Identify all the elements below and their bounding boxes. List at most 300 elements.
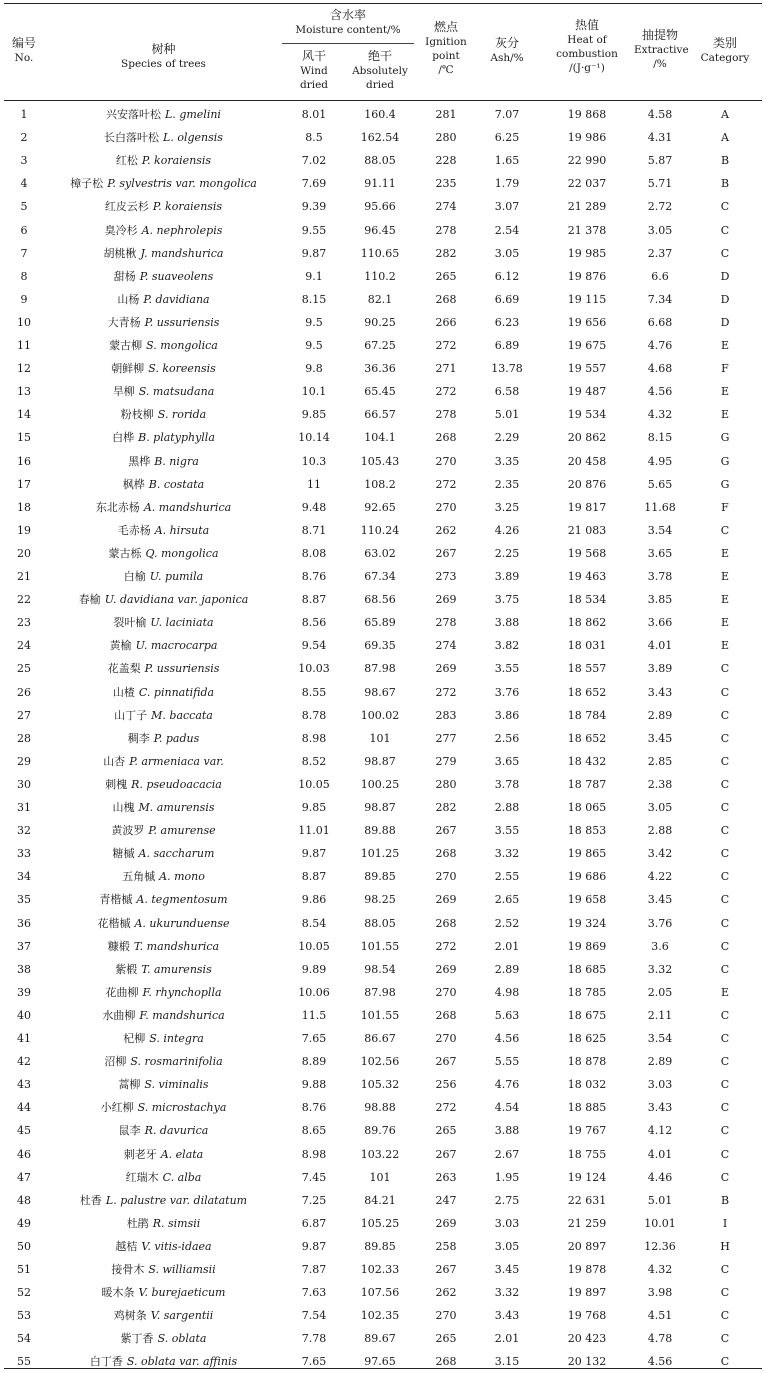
cell-no: 2 <box>20 131 28 145</box>
cell-no: 37 <box>17 939 31 953</box>
cell-no: 50 <box>17 1239 31 1253</box>
species-latin: B. costata <box>148 477 205 491</box>
cell-species <box>46 288 281 311</box>
cell-ignition-point: 282 <box>435 246 457 260</box>
cell-species <box>46 611 281 634</box>
table-row <box>0 1119 766 1142</box>
table-row <box>0 1350 766 1373</box>
cell-species <box>46 126 281 149</box>
cell-heat: 22 037 <box>567 177 607 191</box>
cell-ignition-point: 272 <box>435 939 457 953</box>
cell-category: C <box>720 1008 730 1022</box>
cell-absolutely-dried: 67.34 <box>364 570 396 583</box>
cell-heat: 19 686 <box>567 870 607 884</box>
cell-species <box>46 1350 281 1373</box>
cell-heat: 19 675 <box>567 339 607 352</box>
cell-extractive: 6.68 <box>647 315 673 329</box>
cell-extractive: 4.56 <box>647 385 673 399</box>
species-latin: R. davurica <box>144 1124 209 1138</box>
cell-ash: 2.55 <box>494 870 520 884</box>
species-latin: P. sylvestris var. mongolica <box>107 177 257 191</box>
cell-wind-dried: 9.87 <box>301 1239 327 1253</box>
species-cn: 鼠李 <box>118 1124 141 1138</box>
cell-extractive: 2.89 <box>647 708 673 722</box>
cell-extractive: 4.22 <box>647 870 673 884</box>
cell-heat: 21 259 <box>567 1216 607 1230</box>
species-cn: 山丁子 <box>114 708 148 722</box>
table-row <box>0 126 766 149</box>
cell-wind-dried: 10.03 <box>298 662 330 676</box>
cell-absolutely-dried: 103.22 <box>360 1147 400 1161</box>
cell-no: 20 <box>17 546 31 560</box>
table-row <box>0 219 766 242</box>
table-row <box>0 542 766 565</box>
cell-category: I <box>722 1216 728 1230</box>
cell-species <box>46 796 281 819</box>
cell-ash: 3.45 <box>494 1263 520 1276</box>
cell-heat: 18 432 <box>567 754 607 768</box>
cell-extractive: 3.89 <box>647 662 673 676</box>
species-cn: 山楂 <box>112 685 135 699</box>
cell-ash: 2.56 <box>494 731 520 745</box>
cell-wind-dried: 8.98 <box>301 731 327 745</box>
header-ignition-cn: 燃点 <box>433 20 458 34</box>
species-cn: 花楷槭 <box>97 916 131 930</box>
table-row <box>0 588 766 611</box>
cell-no: 4 <box>20 177 28 191</box>
species-cn: 山槐 <box>112 801 135 814</box>
cell-ash: 7.07 <box>494 108 520 121</box>
species-cn: 红皮云杉 <box>104 200 149 214</box>
cell-wind-dried: 8.56 <box>301 616 327 630</box>
table-row <box>0 819 766 842</box>
cell-extractive: 10.01 <box>644 1216 676 1230</box>
cell-ignition-point: 235 <box>435 177 457 191</box>
cell-no: 11 <box>17 339 31 352</box>
cell-extractive: 11.68 <box>644 500 676 514</box>
header-category <box>694 36 756 65</box>
cell-heat: 22 631 <box>567 1193 607 1207</box>
cell-heat: 19 876 <box>567 269 607 283</box>
header-absolute-en1: Absolutely <box>352 65 408 77</box>
cell-no: 6 <box>20 223 28 237</box>
cell-heat: 18 853 <box>567 824 607 838</box>
cell-absolutely-dried: 101 <box>369 1170 391 1184</box>
cell-no: 54 <box>17 1332 31 1346</box>
cell-category: H <box>720 1239 730 1253</box>
cell-absolutely-dried: 162.54 <box>360 131 400 145</box>
cell-species <box>46 149 281 172</box>
cell-wind-dried: 7.25 <box>301 1193 327 1207</box>
cell-absolutely-dried: 98.88 <box>364 1101 396 1115</box>
cell-wind-dried: 7.69 <box>301 177 327 191</box>
cell-ash: 4.76 <box>494 1078 520 1092</box>
cell-wind-dried: 10.05 <box>298 777 330 791</box>
cell-wind-dried: 8.08 <box>301 546 327 560</box>
cell-no: 53 <box>17 1309 31 1323</box>
cell-species <box>46 450 281 473</box>
species-cn: 蒙古栎 <box>108 546 142 560</box>
cell-ignition-point: 274 <box>435 639 457 653</box>
cell-heat: 18 685 <box>567 962 607 976</box>
cell-wind-dried: 9.86 <box>301 893 327 907</box>
species-cn: 蒙古柳 <box>109 339 143 352</box>
table-row <box>0 981 766 1004</box>
cell-extractive: 4.51 <box>647 1309 673 1323</box>
cell-ignition-point: 272 <box>435 385 457 399</box>
cell-heat: 22 990 <box>567 154 607 168</box>
cell-absolutely-dried: 98.87 <box>364 754 396 768</box>
cell-absolutely-dried: 86.67 <box>364 1032 396 1045</box>
cell-wind-dried: 9.8 <box>305 362 323 376</box>
cell-ash: 3.43 <box>494 1309 520 1323</box>
species-latin: P. suaveolens <box>139 269 214 283</box>
cell-absolutely-dried: 105.25 <box>360 1216 400 1230</box>
cell-heat: 19 658 <box>567 893 607 907</box>
cell-no: 47 <box>17 1170 31 1184</box>
cell-no: 17 <box>17 477 31 491</box>
cell-no: 44 <box>17 1101 31 1115</box>
cell-extractive: 2.85 <box>647 754 673 768</box>
cell-heat: 18 625 <box>567 1032 607 1045</box>
cell-wind-dried: 9.85 <box>301 801 327 814</box>
species-cn: 刺老牙 <box>123 1147 157 1161</box>
cell-species <box>46 750 281 773</box>
cell-species <box>46 1258 281 1281</box>
cell-wind-dried: 9.88 <box>301 1078 327 1092</box>
cell-ash: 3.88 <box>494 616 520 630</box>
header-moisture <box>282 8 414 37</box>
cell-ignition-point: 268 <box>435 292 457 306</box>
cell-wind-dried: 9.1 <box>305 269 323 283</box>
cell-absolutely-dried: 89.67 <box>364 1332 396 1346</box>
header-species-en: Species of trees <box>121 58 206 70</box>
species-cn: 小红柳 <box>100 1101 134 1115</box>
cell-extractive: 4.01 <box>647 639 673 653</box>
cell-heat: 18 065 <box>567 801 607 814</box>
table-row <box>0 681 766 704</box>
cell-category: E <box>720 985 730 999</box>
cell-absolutely-dried: 90.25 <box>364 315 396 329</box>
cell-category: G <box>720 454 730 468</box>
species-latin: T. mandshurica <box>133 939 220 953</box>
species-cn: 春榆 <box>78 593 101 607</box>
cell-ash: 4.56 <box>494 1032 520 1045</box>
cell-extractive: 4.32 <box>647 408 673 422</box>
cell-absolutely-dried: 98.87 <box>364 801 396 814</box>
cell-heat: 19 985 <box>567 246 607 260</box>
cell-category: E <box>720 339 730 352</box>
species-cn: 白丁香 <box>89 1355 123 1369</box>
cell-absolutely-dried: 89.76 <box>364 1124 396 1138</box>
cell-wind-dried: 9.55 <box>301 223 327 237</box>
species-latin: S. oblata var. affinis <box>126 1355 238 1369</box>
cell-ignition-point: 267 <box>435 1147 457 1161</box>
species-latin: C. pinnatifida <box>138 685 215 699</box>
cell-absolutely-dried: 101.25 <box>360 847 400 861</box>
cell-no: 49 <box>17 1216 31 1230</box>
header-heat-en1: Heat of <box>567 34 607 46</box>
cell-absolutely-dried: 101.55 <box>360 939 400 953</box>
header-no-cn: 编号 <box>11 36 36 50</box>
cell-wind-dried: 8.87 <box>301 593 327 607</box>
species-cn: 稠李 <box>127 731 150 745</box>
cell-no: 27 <box>17 708 31 722</box>
cell-species <box>46 1119 281 1142</box>
cell-heat: 20 876 <box>567 477 607 491</box>
cell-ignition-point: 278 <box>435 408 457 422</box>
cell-wind-dried: 9.89 <box>301 962 327 976</box>
cell-heat: 18 784 <box>567 708 607 722</box>
cell-ash: 3.32 <box>494 847 520 861</box>
cell-species <box>46 888 281 911</box>
cell-extractive: 8.15 <box>647 431 673 445</box>
cell-heat: 19 568 <box>567 546 607 560</box>
table-row <box>0 334 766 357</box>
table-row <box>0 935 766 958</box>
cell-no: 18 <box>17 500 31 514</box>
species-cn: 紫丁香 <box>120 1332 154 1346</box>
cell-absolutely-dried: 89.85 <box>364 870 396 884</box>
cell-category: C <box>720 662 730 676</box>
cell-ash: 1.65 <box>494 154 520 168</box>
cell-ash: 5.63 <box>494 1008 520 1022</box>
cell-no: 25 <box>17 662 31 676</box>
cell-extractive: 3.45 <box>647 893 673 907</box>
cell-absolutely-dried: 110.24 <box>360 523 400 537</box>
cell-ash: 6.58 <box>494 385 520 399</box>
cell-category: E <box>720 385 730 399</box>
cell-category: C <box>720 1170 730 1184</box>
cell-ash: 3.76 <box>494 685 520 699</box>
header-absolute-cn: 绝干 <box>367 49 392 63</box>
cell-category: C <box>720 1355 730 1369</box>
cell-species <box>46 265 281 288</box>
cell-no: 16 <box>17 454 31 468</box>
cell-heat: 18 862 <box>567 616 607 630</box>
cell-ignition-point: 256 <box>435 1078 457 1092</box>
species-latin: P. davidiana <box>143 292 210 306</box>
cell-heat: 20 897 <box>567 1239 607 1253</box>
cell-ignition-point: 228 <box>435 154 457 168</box>
cell-category: C <box>720 200 730 214</box>
cell-ignition-point: 282 <box>435 801 457 814</box>
cell-wind-dried: 8.78 <box>301 708 327 722</box>
cell-ignition-point: 267 <box>435 1263 457 1276</box>
cell-no: 51 <box>17 1263 31 1276</box>
cell-heat: 19 868 <box>567 108 607 121</box>
header-extractive-en2: /% <box>653 58 667 70</box>
species-cn: 花盖梨 <box>107 662 141 676</box>
cell-ash: 4.26 <box>494 523 520 537</box>
cell-wind-dried: 10.3 <box>301 454 327 468</box>
species-cn: 臭冷杉 <box>104 223 138 237</box>
cell-ignition-point: 280 <box>435 131 457 145</box>
cell-wind-dried: 9.85 <box>301 408 327 422</box>
cell-absolutely-dried: 101 <box>369 731 391 745</box>
species-latin: T. amurensis <box>141 962 212 976</box>
cell-no: 26 <box>17 685 31 699</box>
cell-category: C <box>720 1055 730 1069</box>
cell-ash: 3.35 <box>494 454 520 468</box>
cell-category: D <box>720 269 730 283</box>
species-latin: U. laciniata <box>150 616 214 630</box>
species-cn: 杜香 <box>79 1193 102 1207</box>
cell-category: C <box>720 1286 730 1300</box>
species-cn: 杞柳 <box>123 1032 146 1045</box>
cell-category: C <box>720 246 730 260</box>
table-row <box>0 842 766 865</box>
cell-category: C <box>720 523 730 537</box>
cell-absolutely-dried: 98.25 <box>364 893 396 907</box>
species-latin: U. pumila <box>149 570 204 583</box>
header-wind-en1: Wind <box>300 65 328 77</box>
cell-wind-dried: 9.5 <box>305 339 323 352</box>
cell-absolutely-dried: 160.4 <box>364 108 396 121</box>
table-row <box>0 1235 766 1258</box>
cell-no: 39 <box>17 985 31 999</box>
species-latin: M. amurensis <box>138 801 215 814</box>
cell-ash: 6.25 <box>494 131 520 145</box>
cell-ignition-point: 272 <box>435 1101 457 1115</box>
species-cn: 胡桃楸 <box>103 246 137 260</box>
cell-category: E <box>720 639 730 653</box>
cell-no: 31 <box>17 801 31 814</box>
cell-heat: 18 557 <box>567 662 607 676</box>
species-latin: A. saccharum <box>138 847 215 861</box>
table-row <box>0 796 766 819</box>
table-row <box>0 888 766 911</box>
cell-wind-dried: 8.76 <box>301 1101 327 1115</box>
species-cn: 黄波罗 <box>111 824 145 838</box>
cell-ignition-point: 278 <box>435 616 457 630</box>
cell-extractive: 3.98 <box>647 1286 673 1300</box>
cell-ash: 3.32 <box>494 1286 520 1300</box>
cell-category: C <box>720 1147 730 1161</box>
cell-ash: 1.79 <box>494 177 520 191</box>
cell-ignition-point: 262 <box>435 523 457 537</box>
species-latin: J. mandshurica <box>140 246 224 260</box>
cell-ignition-point: 269 <box>435 662 457 676</box>
table-row <box>0 103 766 126</box>
table-row <box>0 357 766 380</box>
cell-category: A <box>721 108 729 121</box>
cell-absolutely-dried: 88.05 <box>364 154 396 168</box>
cell-absolutely-dried: 91.11 <box>364 177 396 191</box>
species-cn: 水曲柳 <box>102 1008 136 1022</box>
cell-ash: 3.25 <box>494 500 520 514</box>
cell-no: 23 <box>17 616 31 630</box>
cell-category: E <box>720 570 730 583</box>
species-cn: 刺槐 <box>105 777 128 791</box>
cell-wind-dried: 7.87 <box>301 1263 327 1276</box>
cell-extractive: 5.01 <box>647 1193 673 1207</box>
species-latin: P. ussuriensis <box>144 662 220 676</box>
cell-heat: 19 878 <box>567 1263 607 1276</box>
cell-ash: 3.89 <box>494 570 520 583</box>
cell-wind-dried: 8.89 <box>301 1055 327 1069</box>
cell-wind-dried: 8.15 <box>301 292 327 306</box>
cell-ignition-point: 274 <box>435 200 457 214</box>
cell-absolutely-dried: 89.88 <box>364 824 396 838</box>
species-latin: S. rorida <box>157 408 207 422</box>
table-row <box>0 288 766 311</box>
cell-no: 41 <box>17 1032 31 1045</box>
cell-extractive: 12.36 <box>644 1239 676 1253</box>
cell-ash: 6.69 <box>494 292 520 306</box>
header-wind-dried <box>282 49 346 92</box>
cell-species <box>46 935 281 958</box>
cell-species <box>46 1050 281 1073</box>
species-latin: V. burejaeticum <box>138 1286 226 1300</box>
species-latin: S. koreensis <box>148 362 216 376</box>
cell-species <box>46 1327 281 1350</box>
cell-no: 9 <box>20 292 28 306</box>
cell-extractive: 4.95 <box>647 454 673 468</box>
header-heat-cn: 热值 <box>574 18 599 32</box>
cell-extractive: 3.43 <box>647 1101 673 1115</box>
species-latin: S. integra <box>149 1032 204 1045</box>
cell-wind-dried: 8.52 <box>301 754 327 768</box>
cell-ignition-point: 269 <box>435 1216 457 1230</box>
cell-ash: 3.55 <box>494 824 520 838</box>
species-cn: 朝鲜柳 <box>111 362 145 376</box>
cell-ignition-point: 270 <box>435 454 457 468</box>
table-row <box>0 1212 766 1235</box>
cell-heat: 19 768 <box>567 1309 607 1323</box>
cell-ash: 2.75 <box>494 1193 520 1207</box>
cell-ignition-point: 272 <box>435 477 457 491</box>
cell-species <box>46 519 281 542</box>
cell-absolutely-dried: 97.65 <box>364 1355 396 1369</box>
cell-species <box>46 912 281 935</box>
header-heat <box>540 18 634 75</box>
cell-heat: 18 675 <box>567 1008 607 1022</box>
cell-wind-dried: 11.01 <box>298 824 330 838</box>
cell-heat: 21 083 <box>567 523 607 537</box>
species-latin: F. rhynchoplla <box>142 985 222 999</box>
cell-category: E <box>720 408 730 422</box>
cell-ignition-point: 281 <box>435 108 457 121</box>
cell-extractive: 4.58 <box>647 108 673 121</box>
species-latin: L. gmelini <box>165 108 221 121</box>
header-moisture-en: Moisture content/% <box>295 24 401 36</box>
cell-ash: 2.35 <box>494 477 520 491</box>
cell-wind-dried: 7.65 <box>301 1355 327 1369</box>
cell-ignition-point: 269 <box>435 593 457 607</box>
species-cn: 五角槭 <box>122 870 156 884</box>
cell-extractive: 2.38 <box>647 777 673 791</box>
header-absolutely-dried <box>346 49 414 92</box>
cell-category: C <box>720 801 730 814</box>
species-cn: 黄榆 <box>109 639 132 653</box>
cell-heat: 19 124 <box>567 1170 607 1184</box>
species-cn: 长白落叶松 <box>104 131 160 145</box>
table-row <box>0 750 766 773</box>
species-latin: V. vitis-idaea <box>141 1239 212 1253</box>
cell-absolutely-dried: 100.25 <box>360 777 400 791</box>
cell-category: F <box>721 362 729 376</box>
table-row <box>0 403 766 426</box>
cell-wind-dried: 10.05 <box>298 939 330 953</box>
table-row <box>0 611 766 634</box>
cell-wind-dried: 7.78 <box>301 1332 327 1346</box>
cell-category: C <box>720 777 730 791</box>
cell-wind-dried: 8.01 <box>301 108 327 121</box>
cell-species <box>46 657 281 680</box>
species-latin: C. alba <box>162 1170 202 1184</box>
top-rule <box>4 3 762 4</box>
